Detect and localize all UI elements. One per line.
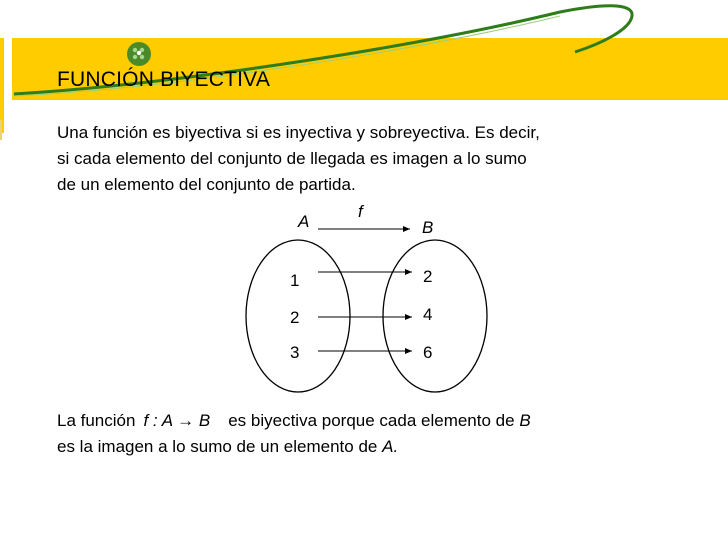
set-name: A. xyxy=(382,437,399,456)
domain-label: A xyxy=(298,212,310,231)
conclusion-line xyxy=(57,434,531,460)
codomain-element: 6 xyxy=(423,343,433,362)
codomain-label: B xyxy=(422,218,434,237)
domain-element: 2 xyxy=(290,308,300,327)
definition-line: Una función es biyectiva si es inyectiva y sobreyectiva. Es decir, xyxy=(57,123,540,142)
function-notation: f : A → B xyxy=(143,411,211,430)
definition-line: de un elemento del conjunto de partida. xyxy=(57,175,356,194)
set-name: B xyxy=(519,411,531,430)
function-label: f xyxy=(358,202,363,221)
page-title: FUNCIÓN BIYECTIVA xyxy=(57,68,271,91)
conclusion-text: es la imagen a lo sumo de un elemento de xyxy=(57,437,378,456)
conclusion-text: es biyectiva porque cada elemento de xyxy=(228,411,515,430)
codomain-element: 2 xyxy=(423,267,433,286)
codomain-set-ellipse xyxy=(383,240,487,392)
conclusion-paragraph xyxy=(57,408,531,460)
domain-element: 3 xyxy=(290,343,300,362)
conclusion-line xyxy=(57,408,531,434)
conclusion-prefix: La función xyxy=(57,411,136,430)
domain-element: 1 xyxy=(290,271,300,290)
definition-line: si cada elemento del conjunto de llegada es imagen a lo sumo xyxy=(57,149,527,168)
codomain-element: 4 xyxy=(423,305,433,324)
